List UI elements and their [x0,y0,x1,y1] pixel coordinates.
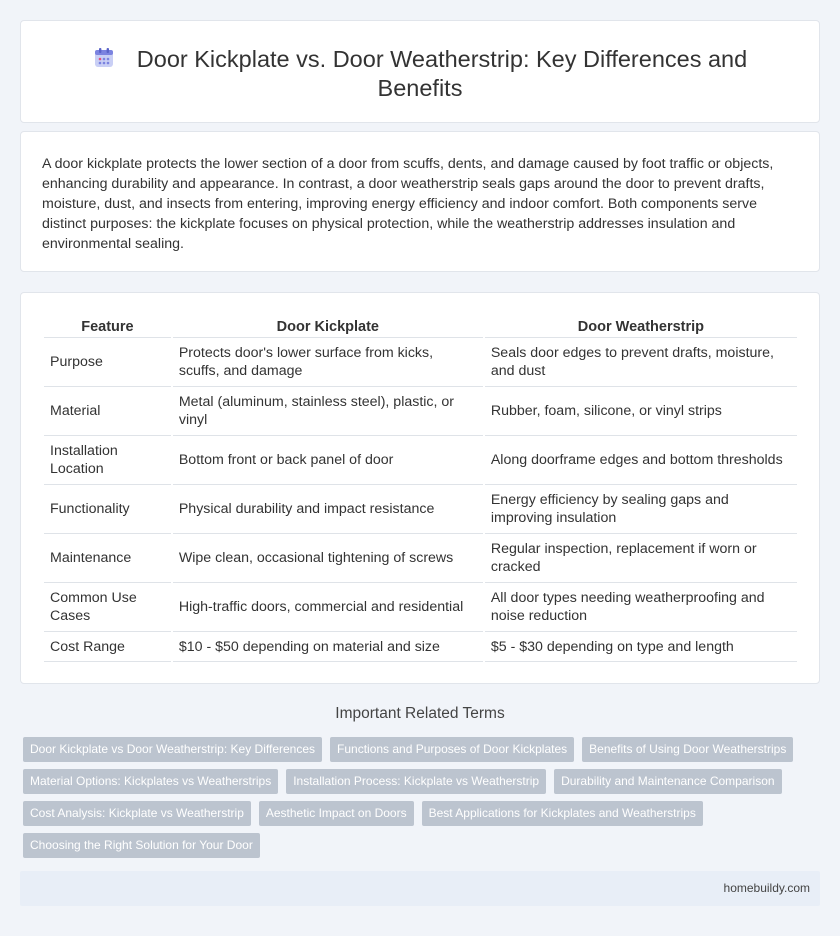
weatherstrip-cell: Regular inspection, replacement if worn or cracked [485,534,797,583]
page-title-row [21,45,819,103]
title-card [20,20,820,123]
table-row [44,534,797,583]
related-tag[interactable]: Choosing the Right Solution for Your Door [23,833,260,858]
related-tag[interactable]: Best Applications for Kickplates and Weatherstrips [422,801,703,826]
related-tag[interactable]: Installation Process: Kickplate vs Weatherstrip [286,769,546,794]
feature-cell: Purpose [44,338,171,387]
footer [20,871,820,906]
related-tag[interactable]: Aesthetic Impact on Doors [259,801,414,826]
related-terms-heading: Important Related Terms [335,705,505,722]
intro-card [20,131,820,272]
header-door-weatherstrip: Door Weatherstrip [485,316,797,338]
feature-cell: Material [44,387,171,436]
feature-cell: Functionality [44,485,171,534]
intro-paragraph: A door kickplate protects the lower section of a door from scuffs, dents, and damage caused by foot traffic or objects, enhancing durability and appearance. In contrast, a door weatherstrip seals gaps around the door to prevent drafts, moisture, dust, and insects from entering, improving energy efficiency and indoor comfort. Both components serve distinct purposes: the kickplate focuses on physical protection, while the weatherstrip addresses insulation and environmental sealing. [42,156,774,252]
kickplate-cell: Metal (aluminum, stainless steel), plastic, or vinyl [173,387,483,436]
table-row [44,583,797,632]
kickplate-cell: Protects door's lower surface from kicks, scuffs, and damage [173,338,483,387]
related-terms-tags [23,737,803,865]
weatherstrip-cell: Energy efficiency by sealing gaps and improving insulation [485,485,797,534]
kickplate-cell: High-traffic doors, commercial and residential [173,583,483,632]
feature-cell: Maintenance [44,534,171,583]
related-tag[interactable]: Door Kickplate vs Door Weatherstrip: Key Differences [23,737,322,762]
calendar-icon [93,47,115,69]
related-tag[interactable]: Durability and Maintenance Comparison [554,769,781,794]
table-header-row [44,316,797,338]
kickplate-cell: Physical durability and impact resistance [173,485,483,534]
feature-cell: Cost Range [44,632,171,662]
header-feature: Feature [44,316,171,338]
feature-cell: Common Use Cases [44,583,171,632]
related-tag[interactable]: Functions and Purposes of Door Kickplates [330,737,574,762]
weatherstrip-cell: Seals door edges to prevent drafts, moisture, and dust [485,338,797,387]
page-title: Door Kickplate vs. Door Weatherstrip: Key Differences and Benefits [136,46,748,101]
related-tag[interactable]: Material Options: Kickplates vs Weatherstrips [23,769,278,794]
kickplate-cell: Wipe clean, occasional tightening of screws [173,534,483,583]
table-row [44,632,797,662]
weatherstrip-cell: $5 - $30 depending on type and length [485,632,797,662]
weatherstrip-cell: Rubber, foam, silicone, or vinyl strips [485,387,797,436]
table-row [44,387,797,436]
table-row [44,436,797,485]
footer-site-link[interactable]: homebuildy.com [723,881,810,895]
table-row [44,338,797,387]
table-row [44,485,797,534]
feature-cell: Installation Location [44,436,171,485]
weatherstrip-cell: All door types needing weatherproofing and noise reduction [485,583,797,632]
related-tag[interactable]: Benefits of Using Door Weatherstrips [582,737,793,762]
comparison-table [42,316,799,662]
comparison-card [20,292,820,684]
header-door-kickplate: Door Kickplate [173,316,483,338]
related-tag[interactable]: Cost Analysis: Kickplate vs Weatherstrip [23,801,251,826]
kickplate-cell: Bottom front or back panel of door [173,436,483,485]
kickplate-cell: $10 - $50 depending on material and size [173,632,483,662]
weatherstrip-cell: Along doorframe edges and bottom thresholds [485,436,797,485]
